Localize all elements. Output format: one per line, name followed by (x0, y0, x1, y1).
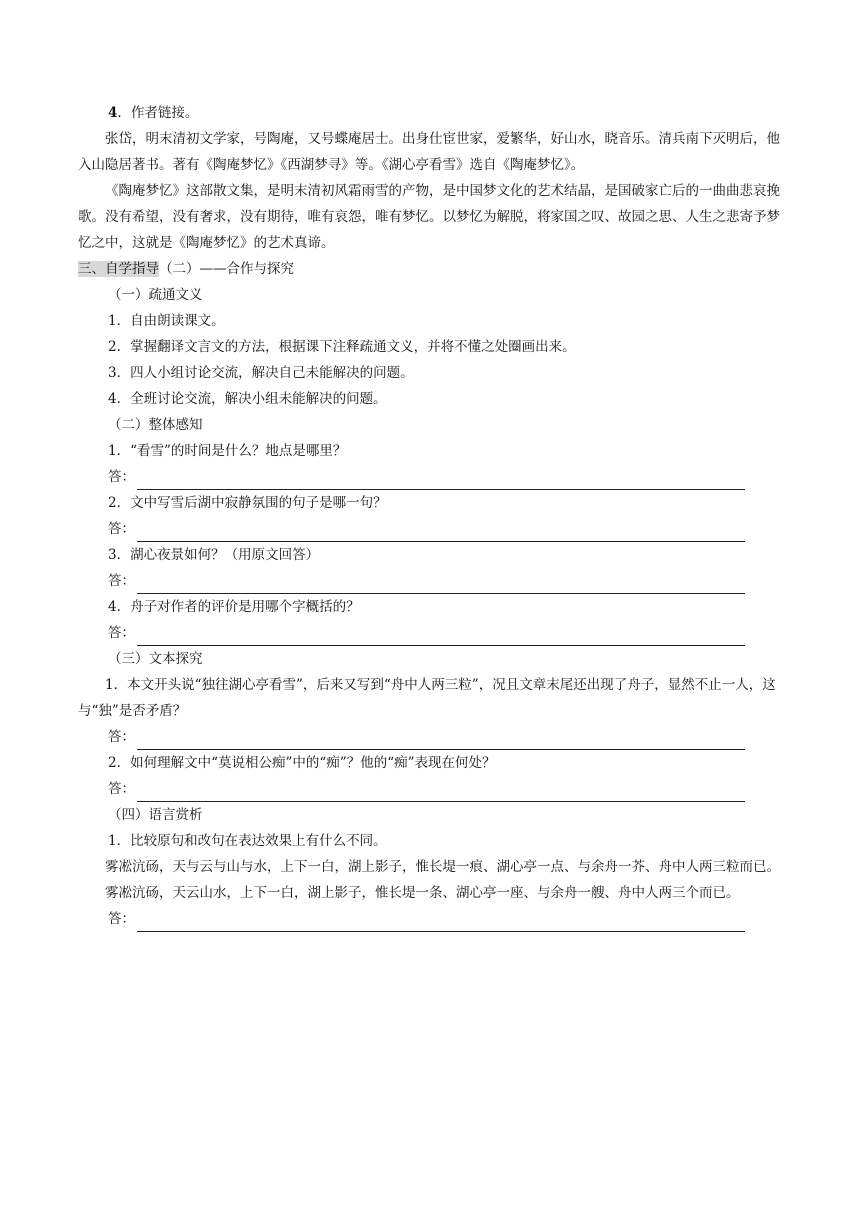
part-2-heading: （二）整体感知 (108, 417, 203, 433)
author-bio-paragraph: 张岱，明末清初文学家，号陶庵，又号蝶庵居士。出身仕宦世家，爱繁华，好山水，晓音乐。清兵南下灭明后，他入山隐居著书。著有《陶庵梦忆》《西湖梦寻》等。《湖心亭看雪》选自《陶庵梦忆》。 (78, 131, 780, 173)
answer-label: 答： (108, 573, 135, 589)
worksheet-page (78, 100, 782, 932)
answer-blank[interactable] (137, 731, 745, 750)
answer-line[interactable] (78, 568, 782, 594)
answer-label: 答： (108, 729, 135, 745)
answer-blank[interactable] (137, 575, 745, 594)
part-3-heading: （三）文本探究 (108, 651, 203, 667)
part-3-question: 1．本文开头说“独往湖心亭看雪”，后来又写到“舟中人两三粒”，况且文章末尾还出现了舟子，显然不止一人，这与“独”是否矛盾？ (78, 677, 776, 719)
answer-label: 答： (108, 911, 135, 927)
answer-line[interactable] (78, 620, 782, 646)
part-1-item: 2．掌握翻译文言文的方法，根据课下注释疏通文义，并将不懂之处圈画出来。 (108, 339, 576, 355)
section-3-title-highlight: 三、自学指导 (78, 261, 159, 277)
part-2-question: 2．文中写雪后湖中寂静氛围的句子是哪一句？ (108, 495, 387, 511)
answer-line[interactable] (78, 906, 782, 932)
section-3-title (78, 256, 782, 282)
book-intro-paragraph: 《陶庵梦忆》这部散文集，是明末清初风霜雨雪的产物，是中国梦文化的艺术结晶，是国破家亡后的一曲曲悲哀挽歌。没有希望，没有奢求，没有期待，唯有哀怨，唯有梦忆。以梦忆为解脱，将家国之叹、故园之思、人生之悲寄予梦忆之中，这就是《陶庵梦忆》的艺术真谛。 (78, 183, 780, 251)
answer-blank[interactable] (137, 523, 745, 542)
answer-label: 答： (108, 521, 135, 537)
answer-line[interactable] (78, 724, 782, 750)
answer-line[interactable] (78, 516, 782, 542)
answer-blank[interactable] (137, 627, 745, 646)
part-1-item: 1．自由朗读课文。 (108, 313, 225, 329)
part-4-heading: （四）语言赏析 (108, 807, 203, 823)
part-1-item: 4．全班讨论交流，解决小组未能解决的问题。 (108, 391, 387, 407)
author-heading-number: 4 (108, 105, 118, 121)
author-heading-text: ．作者链接。 (117, 105, 199, 121)
answer-label: 答： (108, 781, 135, 797)
answer-blank[interactable] (137, 913, 745, 932)
answer-line[interactable] (78, 464, 782, 490)
part-3-question: 2．如何理解文中“莫说相公痴”中的“痴”？他的“痴”表现在何处？ (108, 755, 496, 771)
part-1-heading: （一）疏通文义 (108, 287, 203, 303)
part-2-question: 3．湖心夜景如何？（用原文回答） (108, 547, 320, 563)
answer-label: 答： (108, 469, 135, 485)
part-2-question: 1．“看雪”的时间是什么？地点是哪里？ (108, 443, 347, 459)
part-4-question: 1．比较原句和改句在表达效果上有什么不同。 (108, 833, 387, 849)
revised-sentence: 雾凇沆砀，天云山水，上下一白，湖上影子，惟长堤一条、湖心亭一座、与余舟一艘、舟中人两三个而已。 (105, 885, 740, 901)
original-sentence: 雾凇沆砀，天与云与山与水，上下一白，湖上影子，惟长堤一痕、湖心亭一点、与余舟一芥、舟中人两三粒而已。 (105, 859, 780, 875)
part-2-question: 4．舟子对作者的评价是用哪个字概括的？ (108, 599, 360, 615)
answer-label: 答： (108, 625, 135, 641)
answer-line[interactable] (78, 776, 782, 802)
part-1-item: 3．四人小组讨论交流，解决自己未能解决的问题。 (108, 365, 414, 381)
answer-blank[interactable] (137, 471, 745, 490)
author-heading (78, 100, 782, 126)
section-3-title-rest: （二）——合作与探究 (159, 261, 294, 277)
answer-blank[interactable] (137, 783, 745, 802)
